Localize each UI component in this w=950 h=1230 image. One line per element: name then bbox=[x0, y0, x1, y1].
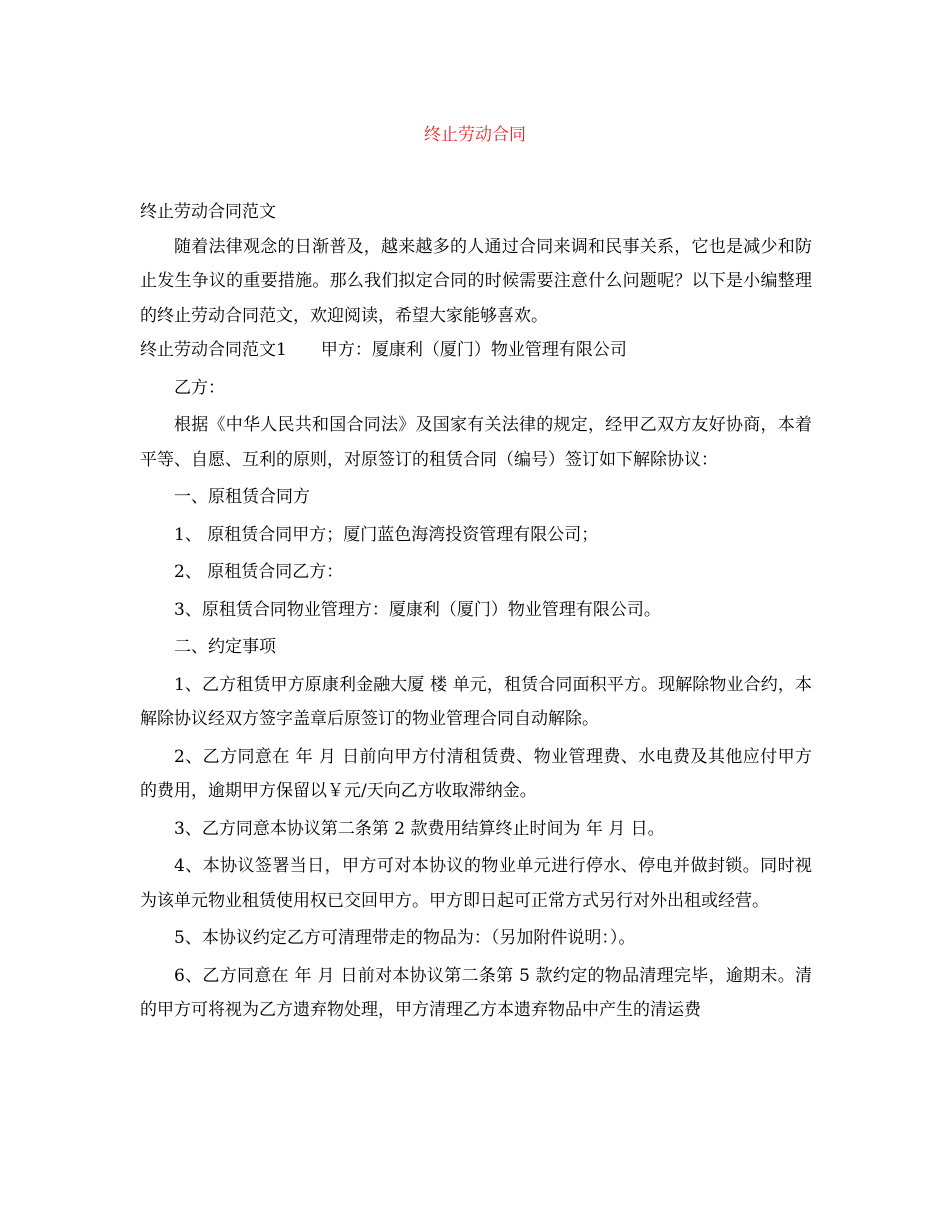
document-title: 终止劳动合同 bbox=[424, 125, 526, 145]
section2-item5: 5、本协议约定乙方可清理带走的物品为：（另加附件说明：）。 bbox=[174, 928, 636, 948]
section2-item3: 3、乙方同意本协议第二条第 2 款费用结算终止时间为 年 月 日。 bbox=[174, 818, 665, 839]
intro-paragraph: 随着法律观念的日渐普及，越来越多的人通过合同来调和民事关系，它也是减少和防止发生争议的重要措施。那么我们拟定合同的时候需要注意什么问题呢？以下是小编整理的终止劳动合同范文，欢迎阅读，希望大家能够喜欢。 bbox=[140, 236, 812, 326]
section2-item1: 1、乙方租赁甲方原康利金融大厦 楼 单元，租赁合同面积平方。现解除物业合约，本解除协议经双方签字盖章后原签订的物业管理合同自动解除。 bbox=[140, 674, 812, 729]
section1-item1: 1、 原租赁合同甲方；厦门蓝色海湾投资管理有限公司； bbox=[174, 524, 599, 545]
preamble-paragraph: 根据《中华人民共和国合同法》及国家有关法律的规定，经甲乙双方友好协商，本着平等、自愿、互利的原则，对原签订的租赁合同（编号）签订如下解除协议： bbox=[140, 415, 812, 470]
section2-title: 二、约定事项 bbox=[174, 637, 276, 657]
document-body bbox=[140, 195, 812, 1028]
subtitle: 终止劳动合同范文 bbox=[140, 202, 276, 222]
section2-item6: 6、乙方同意在 年 月 日前对本协议第二条第 5 款约定的物品清理完毕，逾期未。清的甲方可将视为乙方遗弃物处理，甲方清理乙方本遗弃物品中产生的清运费 bbox=[140, 965, 812, 1020]
party-b: 乙方： bbox=[174, 377, 225, 398]
sample-heading-line bbox=[140, 333, 812, 368]
section1-item3: 3、原租赁合同物业管理方：厦康利（厦门）物业管理有限公司。 bbox=[174, 599, 661, 620]
sample-heading: 终止劳动合同范文1 bbox=[140, 340, 287, 360]
party-a: 甲方：厦康利（厦门）物业管理有限公司 bbox=[320, 340, 627, 360]
section2-item4: 4、本协议签署当日，甲方可对本协议的物业单元进行停水、停电并做封锁。同时视为该单元物业租赁使用权已交回甲方。甲方即日起可正常方式另行对外出租或经营。 bbox=[140, 856, 812, 911]
section2-item2: 2、乙方同意在 年 月 日前向甲方付清租赁费、物业管理费、水电费及其他应付甲方的费用，逾期甲方保留以￥元/天向乙方收取滞纳金。 bbox=[140, 746, 812, 801]
section1-item2: 2、 原租赁合同乙方： bbox=[174, 562, 344, 582]
section1-title: 一、原租赁合同方 bbox=[174, 487, 310, 507]
